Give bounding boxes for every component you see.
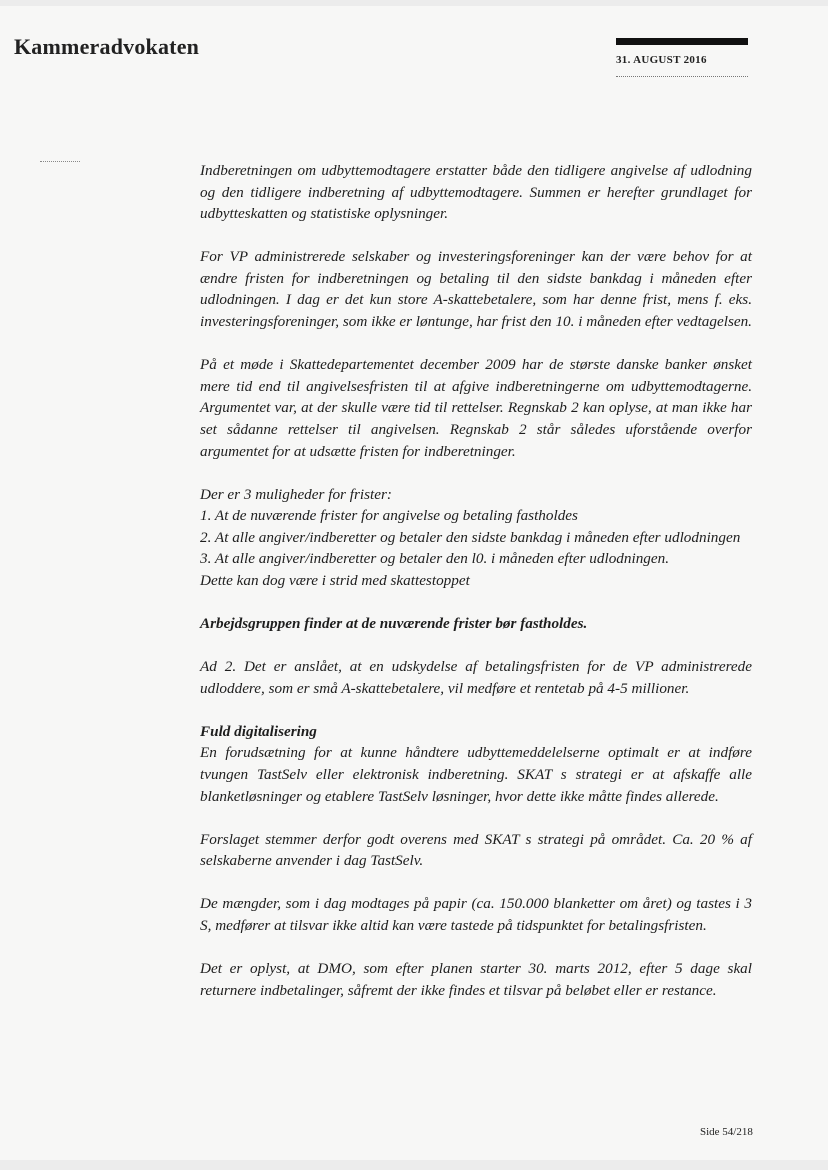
- list-note: Dette kan dog være i strid med skattestoppet: [200, 572, 470, 589]
- list-item-1: 1. At de nuværende frister for angivelse og betaling fastholdes: [200, 507, 578, 525]
- paragraph-3: På et møde i Skattedepartementet december 2009 har de største danske banker ønsket mere tid end til angivelsesfristen til at afgive indberetningerne om udbyttemodtagerne. Argumentet var, at der skulle være tid til rettelser. Regnskab 2 kan oplyse, at man ikke har set sådanne rettelser til angivelsen. Regnskab 2 står således uforstående overfor argumentet for at udsætte fristen for indberetninger.: [200, 356, 752, 460]
- list-item-2: 2. At alle angiver/indberetter og betaler den sidste bankdag i måneden efter udlodningen: [200, 528, 741, 546]
- digitalisation-section: [200, 721, 752, 807]
- paragraph-5: En forudsætning for at kunne håndtere udbyttemeddelelserne optimalt er at indføre tvungen TastSelv eller elektronisk indberetning. SKAT s strategi er at afskaffe alle blanketløsninger og etablere TastSelv løsninger, hvor dette ikke måtte findes allerede.: [200, 744, 752, 805]
- header-bar: [616, 38, 748, 45]
- page-number: Side 54/218: [700, 1126, 753, 1138]
- options-list: [200, 484, 752, 592]
- date-divider: [616, 76, 748, 77]
- paragraph-1: Indberetningen om udbyttemodtagere erstatter både den tidligere angivelse af udlodning og den tidligere indberetning af udbyttemodtagere. Summen er herefter grundlaget for udbytteskatten og statistiske oplysninger.: [200, 162, 752, 223]
- document-date: 31. AUGUST 2016: [616, 54, 707, 66]
- document-body: [200, 160, 752, 1023]
- paragraph-4: Ad 2. Det er anslået, at en udskydelse af betalingsfristen for de VP administrerede udloddere, som er små A-skattebetalere, vil medføre et rentetab på 4-5 millioner.: [200, 658, 752, 697]
- scan-top-edge: [0, 0, 828, 6]
- paragraph-8: Det er oplyst, at DMO, som efter planen starter 30. marts 2012, efter 5 dage skal returnere indbetalinger, såfremt der ikke findes et tilsvar på beløbet eller er restance.: [200, 960, 752, 999]
- paragraph-6: Forslaget stemmer derfor godt overens med SKAT s strategi på området. Ca. 20 % af selskaberne anvender i dag TastSelv.: [200, 830, 752, 870]
- list-intro: Der er 3 muligheder for frister:: [200, 485, 392, 503]
- list-item-3: 3. At alle angiver/indberetter og betaler den l0. i måneden efter udlodningen.: [200, 550, 670, 568]
- firm-logo: Kammeradvokaten: [14, 34, 200, 59]
- conclusion: Arbejdsgruppen finder at de nuværende frister bør fastholdes.: [200, 615, 588, 633]
- margin-marker: [40, 161, 80, 162]
- paragraph-7: De mængder, som i dag modtages på papir (ca. 150.000 blanketter om året) og tastes i 3 S, medfører at tilsvar ikke altid kan være tastede på tidspunktet for betalingsfristen.: [200, 895, 752, 935]
- section-heading: Fuld digitalisering: [200, 722, 317, 740]
- paragraph-2: For VP administrerede selskaber og investeringsforeninger kan der være behov for at ændre fristen for indberetningen og betaling til den sidste bankdag i måneden efter udlodningen. I dag er det kun store A-skattebetalere, som har denne frist, mens f. eks. investeringsforeninger, som ikke er løntunge, har frist den 10. i måneden efter vedtagelsen.: [200, 248, 752, 331]
- scan-bottom-edge: [0, 1160, 828, 1170]
